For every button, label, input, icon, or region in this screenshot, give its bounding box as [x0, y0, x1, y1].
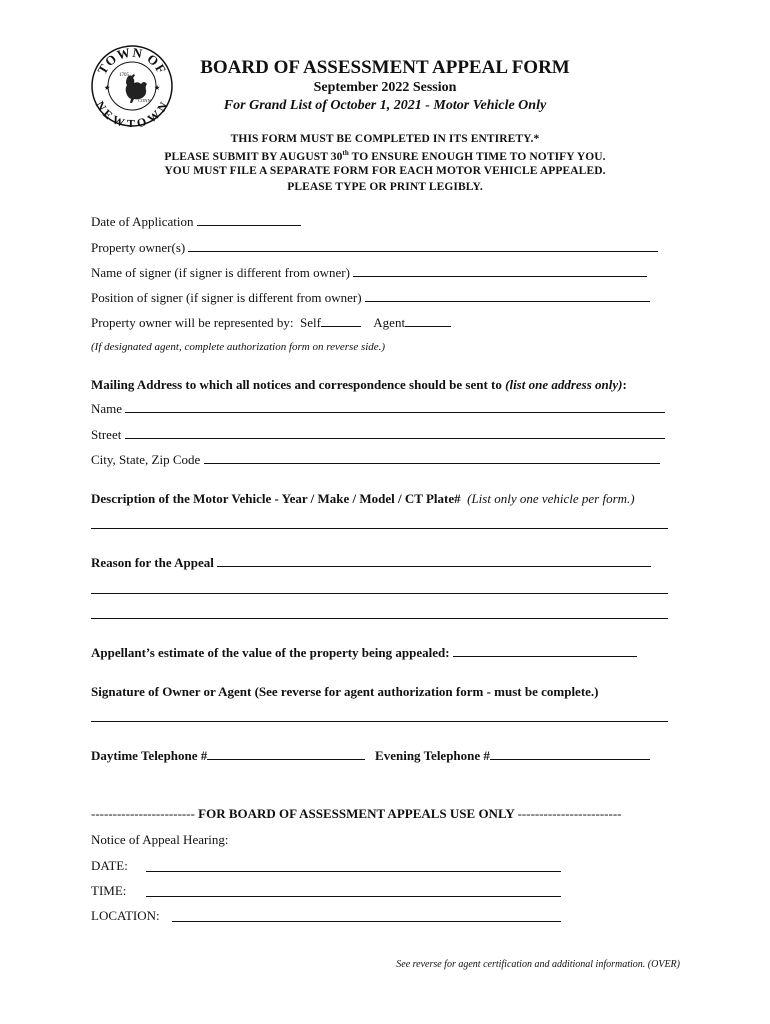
- represented-by-label: Property owner will be represented by:: [91, 315, 294, 330]
- reason-field-1[interactable]: [217, 555, 651, 567]
- self-label: Self: [300, 315, 321, 330]
- signature-label: Signature of Owner or Agent (See reverse for agent authorization form - must be complete.): [91, 684, 599, 699]
- mailing-city-row: [91, 452, 660, 468]
- mailing-street-field[interactable]: [125, 427, 665, 439]
- agent-note: (If designated agent, complete authorization form on reverse side.): [91, 341, 386, 353]
- self-field[interactable]: [321, 315, 361, 327]
- position-of-signer-label: Position of signer (if signer is different from owner): [91, 290, 362, 305]
- footer-note: See reverse for agent certification and additional information. (OVER): [396, 959, 680, 970]
- hearing-time-row: [91, 883, 126, 899]
- hearing-time-field[interactable]: [146, 896, 561, 897]
- office-use-heading: ------------------------ FOR BOARD OF ASSESSMENT APPEALS USE ONLY ------------------------: [91, 806, 622, 821]
- instruction-line-2: PLEASE SUBMIT BY AUGUST 30th TO ENSURE ENOUGH TIME TO NOTIFY YOU.: [164, 149, 606, 163]
- seal-year: 1705: [119, 73, 129, 78]
- mailing-heading-note: (list one address only): [505, 377, 623, 392]
- hearing-time-label: TIME:: [91, 883, 127, 898]
- date-of-application-row: [91, 214, 301, 230]
- property-owners-field[interactable]: [188, 240, 658, 252]
- phones-row: [91, 748, 650, 764]
- mailing-name-row: [91, 401, 665, 417]
- svg-text:★: ★: [104, 84, 111, 92]
- evening-phone-field[interactable]: [490, 748, 650, 760]
- instruction-line-4: PLEASE TYPE OR PRINT LEGIBLY.: [287, 181, 483, 193]
- mailing-street-label: Street: [91, 427, 122, 442]
- vehicle-note: (List only one vehicle per form.): [467, 491, 635, 506]
- seal-bottom-text: NEWTOWN: [92, 98, 172, 127]
- vehicle-row: [91, 491, 635, 507]
- represented-by-row: [91, 315, 451, 331]
- name-of-signer-field[interactable]: [353, 265, 647, 277]
- position-of-signer-field[interactable]: [365, 290, 650, 302]
- name-of-signer-row: [91, 265, 647, 281]
- agent-field[interactable]: [405, 315, 451, 327]
- seal-top-text: TOWN OF: [94, 45, 170, 77]
- daytime-phone-label: Daytime Telephone #: [91, 748, 208, 763]
- hearing-location-field[interactable]: [172, 921, 561, 922]
- form-title: BOARD OF ASSESSMENT APPEAL FORM: [200, 57, 570, 78]
- mailing-street-row: [91, 427, 665, 443]
- signature-field[interactable]: [91, 721, 668, 722]
- reason-field-2[interactable]: [91, 593, 668, 594]
- hearing-date-label: DATE:: [91, 858, 128, 873]
- mailing-city-field[interactable]: [204, 452, 660, 464]
- vehicle-field[interactable]: [91, 528, 668, 529]
- hearing-location-row: [91, 908, 160, 924]
- estimate-row: [91, 645, 637, 661]
- instruction-line-3: YOU MUST FILE A SEPARATE FORM FOR EACH MOTOR VEHICLE APPEALED.: [164, 165, 606, 177]
- position-of-signer-row: [91, 290, 650, 306]
- mailing-heading: Mailing Address to which all notices and correspondence should be sent to (list one address only):: [91, 377, 627, 392]
- reason-heading: Reason for the Appeal: [91, 555, 214, 570]
- instruction-line-1: THIS FORM MUST BE COMPLETED IN ITS ENTIRETY.*: [230, 133, 540, 145]
- name-of-signer-label: Name of signer (if signer is different from owner): [91, 265, 350, 280]
- evening-phone-label: Evening Telephone #: [375, 748, 490, 763]
- session-label: September 2022 Session: [313, 80, 457, 95]
- date-of-application-field[interactable]: [197, 214, 301, 226]
- notice-label: Notice of Appeal Hearing:: [91, 832, 229, 847]
- reason-field-3[interactable]: [91, 618, 668, 619]
- grand-list-label: For Grand List of October 1, 2021 - Motor Vehicle Only: [223, 98, 547, 113]
- reason-row: [91, 555, 651, 571]
- daytime-phone-field[interactable]: [207, 748, 365, 760]
- hearing-location-label: LOCATION:: [91, 908, 160, 923]
- estimate-label: Appellant’s estimate of the value of the property being appealed:: [91, 645, 450, 660]
- seal-state: CONN: [138, 98, 151, 103]
- property-owners-label: Property owner(s): [91, 240, 186, 255]
- vehicle-heading: Description of the Motor Vehicle - Year / Make / Model / CT Plate#: [91, 491, 461, 506]
- mailing-name-field[interactable]: [125, 401, 665, 413]
- svg-text:★: ★: [154, 84, 161, 92]
- date-of-application-label: Date of Application: [91, 214, 194, 229]
- hearing-date-row: [91, 858, 128, 874]
- agent-label: Agent: [373, 315, 406, 330]
- property-owners-row: [91, 240, 658, 256]
- hearing-date-field[interactable]: [146, 871, 561, 872]
- mailing-city-label: City, State, Zip Code: [91, 452, 201, 467]
- mailing-name-label: Name: [91, 401, 123, 416]
- estimate-field[interactable]: [453, 645, 637, 657]
